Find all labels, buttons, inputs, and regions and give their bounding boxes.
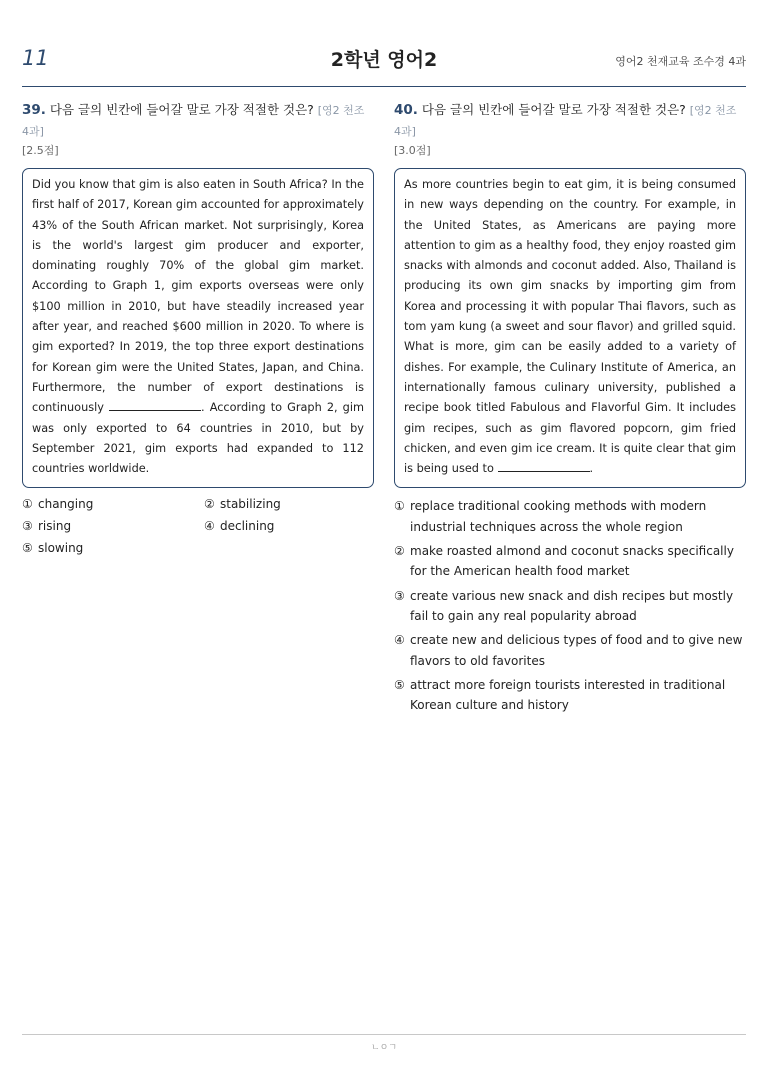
choice-39-3[interactable]: ③ rising (22, 519, 72, 534)
page-title: 2학년 영어2 (330, 49, 438, 71)
page-subtitle: 영어2 천재교육 조수경 4과 (615, 55, 746, 68)
question-40-points: [3.0점] (394, 144, 431, 157)
choice-40-2[interactable]: ② make roasted almond and coconut snacks specifically for the American health food market (394, 544, 734, 579)
footer-text: ㄴㅇㄱ (370, 1043, 398, 1053)
question-39-number: 39. (22, 102, 46, 118)
question-40-passage (394, 168, 746, 488)
page-number: 11 (22, 46, 49, 70)
choice-39-1[interactable]: ① changing (22, 497, 94, 512)
choice-40-1[interactable]: ① replace traditional cooking methods with modern industrial techniques across the whole region (394, 499, 707, 534)
question-40-source: [영2 천조 4과] (394, 104, 737, 138)
choice-39-2[interactable]: ② stabilizing (204, 497, 281, 512)
question-40 (394, 100, 746, 719)
footer-divider (22, 1034, 746, 1035)
question-40-header (394, 100, 746, 142)
question-40-text: 다음 글의 빈칸에 들어갈 말로 가장 적절한 것은? (421, 102, 686, 117)
question-39 (22, 100, 374, 558)
choice-40-4[interactable]: ④ create new and delicious types of food and to give new flavors to old favorites (394, 633, 743, 668)
question-40-number: 40. (394, 102, 418, 118)
question-39-text: 다음 글의 빈칸에 들어갈 말로 가장 적절한 것은? (49, 102, 314, 117)
choice-39-4[interactable]: ④ declining (204, 519, 275, 534)
choice-40-3[interactable]: ③ create various new snack and dish recipes but mostly fail to gain any real popularity abroad (394, 588, 734, 623)
answer-blank (109, 398, 201, 411)
passage-40-part-a: As more countries begin to eat gim, it is being consumed in new ways depending on the country. For example, in the United States, as Americans are paying more attention to gim as a healthy food, they enjoy roasted gim snacks with almonds and coconut added. Also, Thailand is producing its own gim snacks by importing gim from Korea and processing it with popular Thai flavors, such as tom yam kung (a sweet and sour flavor) and grilled squid. What is more, gim can be easily added to a variety of dishes. For example, the Culinary Institute of America, an internationally famous culinary university, published a recipe book titled Fabulous and Flavorful Gim. It includes gim recipes, such as gim flavored popcorn, gim fried chicken, and even gim ice cream. It is quite clear that gim is being used to (404, 178, 736, 476)
question-39-choices (22, 494, 374, 558)
answer-blank (498, 459, 590, 472)
question-39-passage (22, 168, 374, 488)
passage-40-part-b: . (589, 462, 594, 476)
question-39-points: [2.5점] (22, 144, 59, 157)
choice-39-5[interactable]: ⑤ slowing (22, 541, 84, 556)
question-39-header (22, 100, 374, 142)
choice-40-5[interactable]: ⑤ attract more foreign tourists interested in traditional Korean culture and history (394, 677, 726, 713)
page-header (22, 40, 746, 87)
question-40-choices (394, 496, 746, 715)
passage-39-part-a: Did you know that gim is also eaten in South Africa? In the first half of 2017, Korean gim accounted for approximately 43% of the South African market. Not surprisingly, Korea is the world's largest gim producer and exporter, dominating roughly 70% of the global gim market. According to Graph 1, gim exports overseas were only $100 million in 2010, but have steadily increased year after year, and reached $600 million in 2020. To where is gim exported? In 2019, the top three export destinations for Korean gim were the United States, Japan, and China. Furthermore, the number of export destinations is continuously (32, 178, 364, 415)
question-39-source: [영2 천조 4과] (22, 104, 365, 138)
passage-39-part-b: . According to Graph 2, gim was only exported to 64 countries in 2010, but by September 2021, gim exports had expanded to 112 countries worldwide. (32, 401, 364, 476)
